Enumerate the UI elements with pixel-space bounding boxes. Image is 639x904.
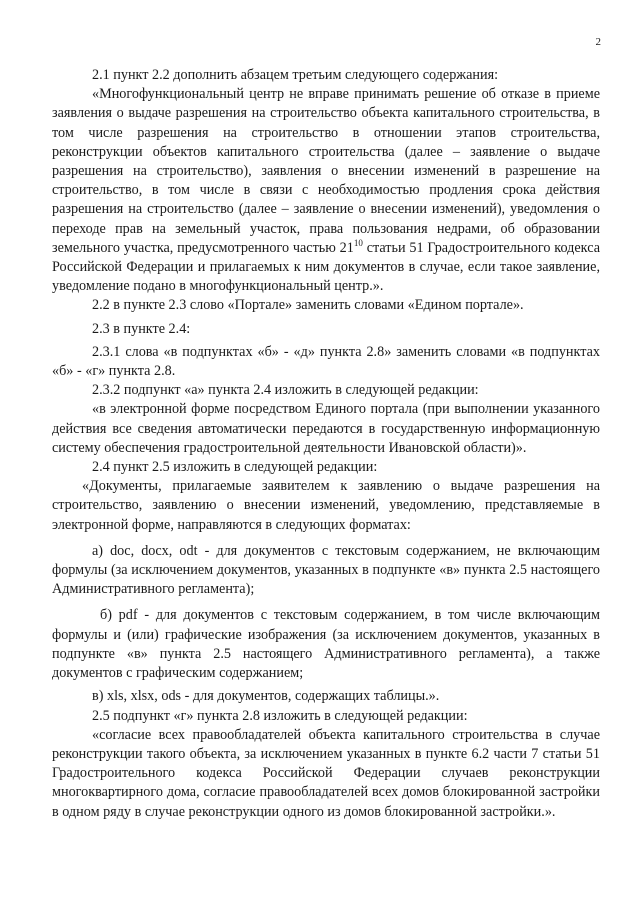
superscript-10: 10 <box>353 237 363 248</box>
item-b-formats: б) pdf - для документов с текстовым содержанием, в том числе включающим формулы и (или) графические изображения (за исключением документов, указанных в подпункте «в» пункта 2.5 настоящего Административного регламента), а также документов с графическим содержанием; <box>52 607 600 682</box>
paragraph-2-5: 2.5 подпункт «г» пункта 2.8 изложить в следующей редакции: <box>92 707 468 724</box>
paragraph-2-3: 2.3 в пункте 2.4: <box>92 320 191 337</box>
paragraph-2-3-2-quote: «в электронной форме посредством Единого портала (при выполнении указанного действия все сведения автоматически передаются в государственную информационную систему обеспечения градостроительной деятельности Ивановской области)». <box>52 401 600 456</box>
paragraph-2-1-quote <box>52 85 600 296</box>
paragraph-2-5-quote: «согласие всех правообладателей объекта капитального строительства в случае реконструкции такого объекта, за исключением указанных в пункте 6.2 части 7 статьи 51 Градостроительного кодекса Российской Федерации случаев реконструкции многоквартирного дома, согласие правообладателей всех домов блокированной застройки в одном ряду в случае реконструкции одного из домов блокированной застройки.». <box>52 726 600 820</box>
paragraph-2-1: 2.1 пункт 2.2 дополнить абзацем третьим следующего содержания: <box>92 67 499 83</box>
paragraph-2-1-quote-text: «Многофункциональный центр не вправе принимать решение об отказе в приеме заявления о выдаче разрешения на строительство объекта капитального строительства, в том числе разрешения на строительство в отношении этапов строительства, реконструкции объектов капитального строительства (далее – заявление о выдаче разрешения на строительство), заявления о внесении изменений в разрешение на строительство, в том числе в связи с необходимостью продления срока действия разрешения на строительство (далее – заявление о внесении изменений), уведомления о переходе прав на земельный участок, права пользования недрами, об образовании земельного участка, предусмотренного частью 21 <box>52 86 600 256</box>
paragraph-2-3-1: 2.3.1 слова «в подпунктах «б» - «д» пункта 2.8» заменить словами «в подпунктах «б» - «г» пункта 2.8. <box>52 343 600 380</box>
paragraph-2-1-quote-tail: статьи 51 Градостроительного кодекса Российской Федерации и прилагаемых к ним документов в случае, если такое заявление, уведомление подано в многофункциональный центр.». <box>52 239 600 295</box>
paragraph-2-4: 2.4 пункт 2.5 изложить в следующей редакции: <box>92 459 378 476</box>
page-number: 2 <box>595 36 601 48</box>
paragraph-2-3-2: 2.3.2 подпункт «а» пункта 2.4 изложить в следующей редакции: <box>92 382 479 399</box>
document-body <box>52 66 600 822</box>
item-a-formats: а) doc, docx, odt - для документов с текстовым содержанием, не включающим формулы (за исключением документов, указанных в подпункте «в» пункта 2.5 настоящего Административного регламента); <box>52 542 600 598</box>
paragraph-2-2: 2.2 в пункте 2.3 слово «Портале» заменить словами «Едином портале». <box>92 297 524 314</box>
paragraph-2-4-quote: «Документы, прилагаемые заявителем к заявлению о выдаче разрешения на строительство, заявлению о внесении изменений, уведомлению, представляемые в электронной форме, направляются в следующих форматах: <box>52 478 600 533</box>
item-c-formats: в) xls, xlsx, ods - для документов, содержащих таблицы.». <box>92 688 440 705</box>
